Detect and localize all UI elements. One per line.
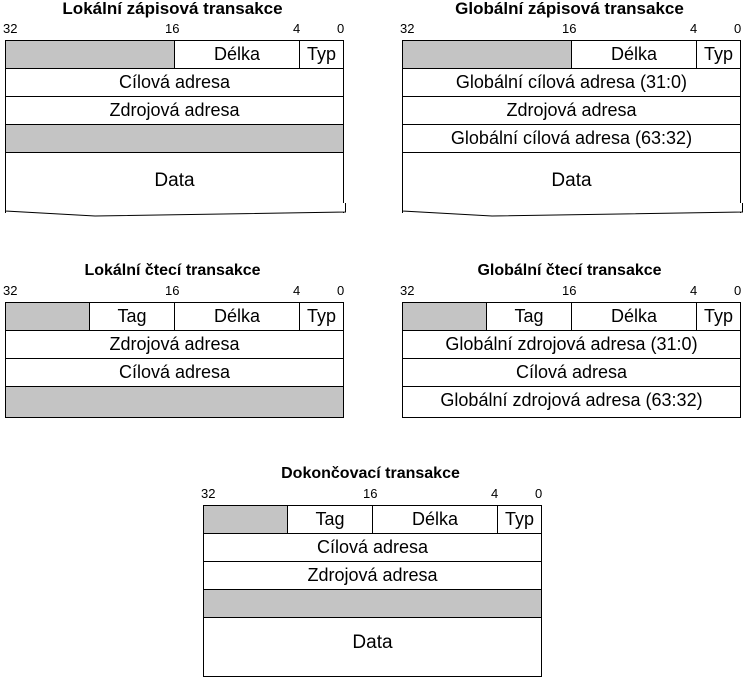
length-field: Délka [572, 41, 697, 68]
packet-layout [203, 505, 542, 677]
header-row [6, 303, 343, 331]
reserved-row [6, 125, 343, 153]
type-field: Typ [703, 44, 733, 64]
packet-layout [402, 302, 741, 418]
destination-address-row: Cílová adresa [403, 359, 740, 387]
packet-layout [5, 302, 344, 418]
bit-label-32: 32 [400, 283, 415, 298]
length-field: Délka [175, 41, 300, 68]
diagram-completion [198, 465, 543, 683]
global-destination-high-row: Globální cílová adresa (63:32) [403, 125, 740, 153]
reserved-field [403, 41, 572, 68]
source-address-row: Zdrojová adresa [6, 97, 343, 125]
torn-edge [402, 203, 743, 217]
tag-field: Tag [288, 506, 373, 533]
header-row [6, 41, 343, 69]
bit-label-0: 0 [734, 283, 742, 298]
bit-label-0: 0 [337, 283, 345, 298]
diagram-global-read [397, 262, 742, 422]
length-field: Délka [175, 303, 300, 330]
tag-field: Tag [90, 303, 175, 330]
reserved-field [6, 303, 90, 330]
diagram-global-write [397, 0, 742, 220]
diagram-title: Lokální čtecí transakce [84, 262, 261, 279]
packet-layout [5, 40, 344, 213]
diagram-local-write [0, 0, 345, 220]
destination-address-row: Cílová adresa [6, 359, 343, 387]
bit-label-4: 4 [293, 283, 301, 298]
bit-label-0: 0 [535, 486, 543, 501]
type-field: Typ [504, 509, 534, 529]
bit-label-0: 0 [734, 21, 742, 36]
bit-label-32: 32 [201, 486, 216, 501]
type-field: Typ [703, 306, 733, 326]
header-row [403, 41, 740, 69]
bit-label-4: 4 [491, 486, 499, 501]
bit-label-16: 16 [562, 21, 577, 36]
bit-label-32: 32 [3, 283, 18, 298]
bit-label-4: 4 [690, 283, 698, 298]
type-field: Typ [306, 44, 336, 64]
global-source-low-row: Globální zdrojová adresa (31:0) [403, 331, 740, 359]
length-field: Délka [572, 303, 697, 330]
tag-field: Tag [487, 303, 572, 330]
diagram-title: Lokální zápisová transakce [62, 0, 283, 18]
reserved-field [403, 303, 487, 330]
reserved-field [6, 41, 175, 68]
bit-label-16: 16 [363, 486, 378, 501]
destination-address-row: Cílová adresa [204, 534, 541, 562]
source-address-row: Zdrojová adresa [6, 331, 343, 359]
header-row [403, 303, 740, 331]
diagram-title: Dokončovací transakce [281, 465, 460, 482]
bit-label-4: 4 [690, 21, 698, 36]
bit-label-16: 16 [165, 283, 180, 298]
bit-label-32: 32 [3, 21, 18, 36]
diagram-title: Globální čtecí transakce [477, 262, 662, 279]
header-row [204, 506, 541, 534]
data-row: Data [352, 632, 393, 653]
type-field: Typ [306, 306, 336, 326]
source-address-row: Zdrojová adresa [204, 562, 541, 590]
reserved-row [204, 590, 541, 618]
destination-address-row: Cílová adresa [6, 69, 343, 97]
global-source-high-row: Globální zdrojová adresa (63:32) [440, 390, 703, 410]
bit-label-0: 0 [337, 21, 345, 36]
packet-layout [402, 40, 741, 213]
bit-label-16: 16 [165, 21, 180, 36]
source-address-row: Zdrojová adresa [403, 97, 740, 125]
torn-edge [5, 203, 346, 217]
data-row: Data [154, 170, 195, 191]
bit-label-16: 16 [562, 283, 577, 298]
diagram-local-read [0, 262, 345, 422]
data-row: Data [551, 170, 592, 191]
global-destination-low-row: Globální cílová adresa (31:0) [403, 69, 740, 97]
reserved-row [6, 387, 343, 417]
bit-label-4: 4 [293, 21, 301, 36]
length-field: Délka [373, 506, 498, 533]
reserved-field [204, 506, 288, 533]
bit-label-32: 32 [400, 21, 415, 36]
diagram-title: Globální zápisová transakce [455, 0, 684, 18]
